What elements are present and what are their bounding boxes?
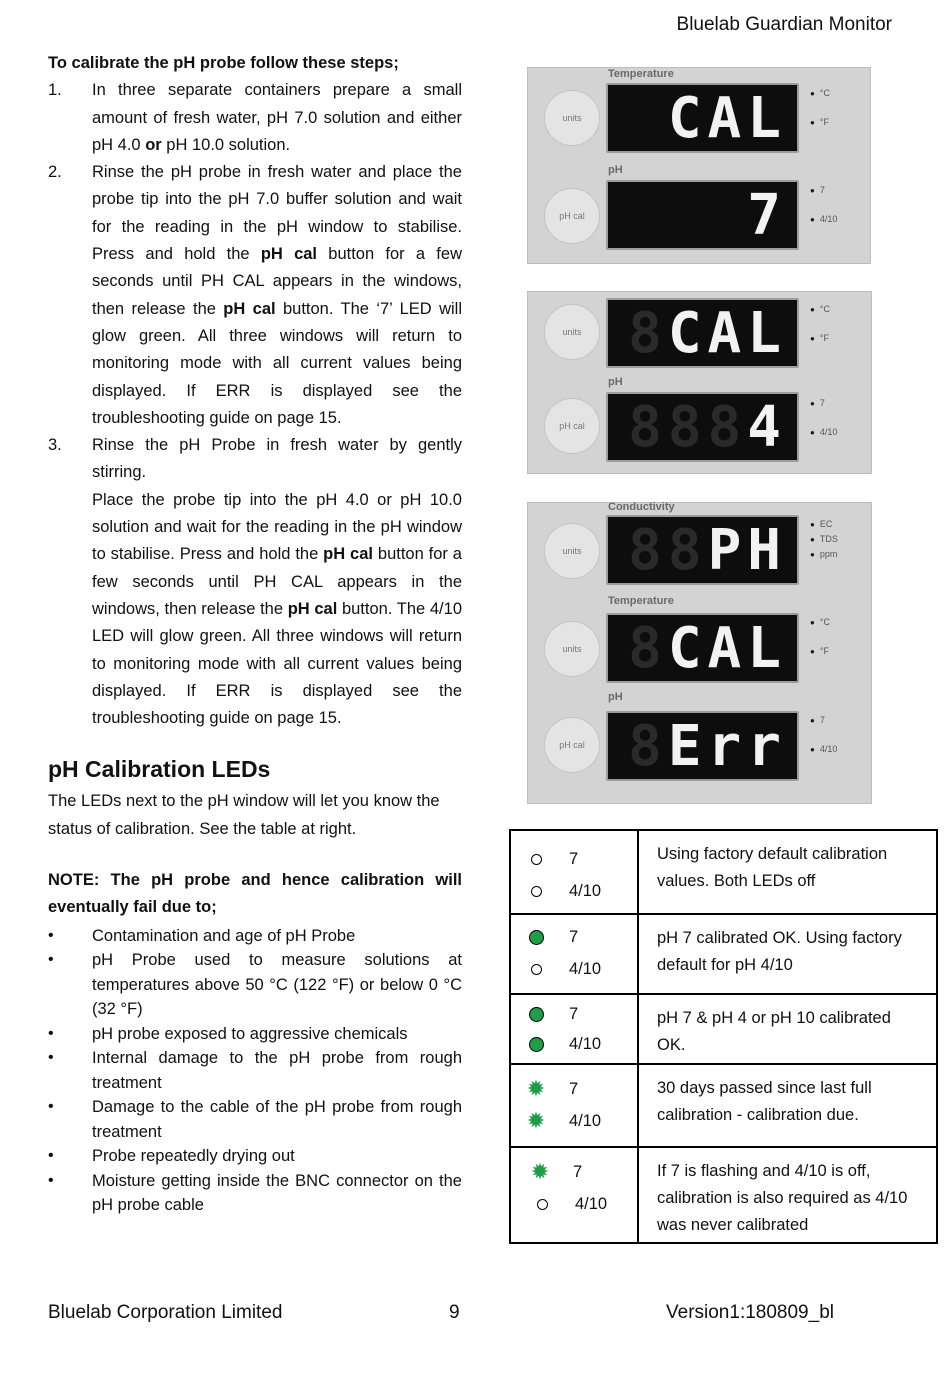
- step-text: button. The ‘7’ LED will glow green. All three windows will return to monitoring mode with all current values being displayed. If ERR is displayed see the troubleshooting guide on page 15.: [92, 299, 462, 427]
- unit-leds: [810, 302, 830, 346]
- ghost-digit: 88: [628, 517, 708, 583]
- ph-display: [606, 392, 799, 462]
- panel-label: pH: [608, 164, 623, 176]
- panel-label: Temperature: [608, 68, 674, 80]
- led-status-table: [509, 829, 938, 1244]
- step-number: 2.: [48, 163, 62, 182]
- list-item: • Damage to the cable of the pH probe from rough treatment: [48, 1095, 462, 1144]
- led-on-icon: [527, 1005, 545, 1023]
- unit-leds: [810, 615, 830, 659]
- unit-led: ● EC: [810, 519, 832, 529]
- failure-list: [48, 924, 462, 1218]
- led-description: If 7 is flashing and 4/10 is off, calibration is also required as 4/10 was never calibrated: [638, 1147, 937, 1243]
- led-flashing-icon: ✹: [530, 1159, 550, 1184]
- ghost-digit: 888: [628, 394, 748, 460]
- list-item: • Internal damage to the pH probe from rough treatment: [48, 1046, 462, 1095]
- display-value: 7: [747, 182, 787, 248]
- led-on-icon: [527, 928, 545, 946]
- led-indicator-7: [511, 843, 637, 875]
- cal-led: ● 4/10: [810, 744, 837, 754]
- step-2: [48, 159, 462, 432]
- step-text: button. The 4/10 LED will glow green. All three windows will return to monitoring mode with all current values being displayed. If ERR is displayed see the troubleshooting guide on page 15.: [92, 599, 462, 728]
- step-text: pH 10.0 solution.: [161, 135, 291, 154]
- header-title: Bluelab Guardian Monitor: [676, 14, 892, 35]
- step-bold: pH cal: [223, 299, 276, 318]
- step-text: button for a few seconds until PH CAL appears in the windows, then release the: [92, 545, 462, 618]
- ph-display: [606, 180, 799, 250]
- conductivity-display: [606, 515, 799, 585]
- led-cell: [510, 994, 638, 1064]
- unit-led: ● °C: [810, 304, 830, 314]
- led-cell: [510, 914, 638, 994]
- led-label: 7: [569, 927, 579, 946]
- led-indicator-4-10: [511, 1105, 637, 1137]
- led-off-icon: [527, 850, 545, 868]
- list-item: • Moisture getting inside the BNC connector on the pH probe cable: [48, 1169, 462, 1218]
- step-text: Rinse the pH Probe in fresh water by gently stirring.: [92, 436, 462, 482]
- led-indicator-7: [511, 921, 637, 953]
- steps-heading: To calibrate the pH probe follow these steps;: [48, 54, 399, 72]
- table-row: [510, 994, 937, 1064]
- list-item: • pH probe exposed to aggressive chemicals: [48, 1022, 462, 1047]
- led-cell: [510, 1147, 638, 1243]
- led-description: Using factory default calibration values. Both LEDs off: [638, 830, 937, 914]
- led-label: 7: [573, 1162, 583, 1181]
- led-label: 4/10: [575, 1194, 608, 1213]
- led-description: pH 7 & pH 4 or pH 10 calibrated OK.: [638, 994, 937, 1064]
- unit-led: ● ppm: [810, 549, 837, 559]
- step-text: Place the probe tip into the pH 4.0 or pH 10.0 solution and wait for the reading in the pH window to stabilise. Press and hold the: [92, 490, 462, 564]
- table-row: [510, 1064, 937, 1147]
- led-indicator-7: [511, 1073, 637, 1105]
- step-text: Rinse the pH probe in fresh water and place the probe tip into the pH 7.0 buffer solution and wait for the reading in the pH window to stabilise. Press and hold the: [92, 163, 462, 264]
- cal-leds: [810, 396, 837, 440]
- led-label: 4/10: [569, 881, 602, 900]
- unit-led: ● TDS: [810, 534, 838, 544]
- ph-cal-button: pH cal: [544, 398, 600, 454]
- footer-version: Version1:180809_bl: [666, 1302, 834, 1323]
- step-bold: or: [145, 135, 162, 154]
- note-text: NOTE: The pH probe and hence calibration will eventually fail due to;: [48, 871, 462, 917]
- display-value: CAL: [667, 615, 787, 681]
- meter-photo-ph-cal-err: [527, 502, 872, 804]
- units-button: units: [544, 90, 600, 146]
- ph-cal-button: pH cal: [544, 188, 600, 244]
- led-label: 4/10: [569, 1034, 602, 1053]
- led-description: 30 days passed since last full calibration - calibration due.: [638, 1064, 937, 1147]
- meter-photo-cal-4: [527, 291, 872, 474]
- temperature-display: [606, 613, 799, 683]
- display-value: 4: [747, 394, 787, 460]
- display-value: PH: [707, 517, 787, 583]
- step-1: [48, 77, 462, 159]
- led-label: 7: [569, 849, 579, 868]
- cal-led: ● 4/10: [810, 427, 837, 437]
- ghost-digit: 8: [628, 713, 668, 779]
- unit-led: ● °F: [810, 333, 829, 343]
- list-item: • Contamination and age of pH Probe: [48, 924, 462, 949]
- panel-label: Temperature: [608, 595, 674, 607]
- led-off-icon: [527, 960, 545, 978]
- step-number: 3.: [48, 436, 62, 455]
- table-row: [510, 914, 937, 994]
- units-button: units: [544, 523, 600, 579]
- led-indicator-4-10: [511, 953, 637, 985]
- step-3: [48, 432, 462, 732]
- led-indicator-7: [511, 999, 637, 1029]
- ghost-digit: 8: [628, 300, 668, 366]
- cal-leds: [810, 713, 837, 757]
- step-number: 1.: [48, 81, 62, 100]
- panel-label: pH: [608, 376, 623, 388]
- step-bold: pH cal: [287, 599, 338, 618]
- panel-label: pH: [608, 691, 623, 703]
- temperature-display: [606, 83, 799, 153]
- display-value: Err: [667, 713, 787, 779]
- led-label: 7: [569, 1004, 579, 1023]
- step-bold: pH cal: [260, 245, 318, 264]
- led-cell: [510, 1064, 638, 1147]
- led-indicator-4-10: [511, 875, 637, 907]
- ph-cal-button: pH cal: [544, 717, 600, 773]
- led-on-icon: [527, 1035, 545, 1053]
- cal-leds: [810, 183, 837, 227]
- table-row: [510, 830, 937, 914]
- unit-led: ● °C: [810, 88, 830, 98]
- step-bold: pH cal: [323, 545, 373, 564]
- step-text: button for a few seconds until PH CAL appears in the windows, then release the: [92, 245, 462, 318]
- display-value: CAL: [667, 85, 787, 151]
- temperature-display: [606, 298, 799, 368]
- cal-led: ● 7: [810, 398, 825, 408]
- footer-page-number: 9: [449, 1302, 460, 1323]
- panel-label: Conductivity: [608, 501, 675, 513]
- unit-leds: [810, 86, 830, 130]
- section-title: pH Calibration LEDs: [48, 756, 271, 783]
- led-label: 7: [569, 1079, 579, 1098]
- cal-led: ● 7: [810, 185, 825, 195]
- led-flashing-icon: ✹: [526, 1076, 546, 1101]
- led-indicator-4-10: [511, 1029, 637, 1059]
- ghost-digit: 8: [628, 615, 668, 681]
- led-cell: [510, 830, 638, 914]
- list-item: • pH Probe used to measure solutions at temperatures above 50 °C (122 °F) or below 0 °C (32 °F): [48, 948, 462, 1022]
- ph-display: [606, 711, 799, 781]
- led-off-icon: [527, 882, 545, 900]
- led-indicator-7: [511, 1156, 637, 1188]
- section-intro: The LEDs next to the pH window will let you know the status of calibration. See the table at right.: [48, 792, 440, 838]
- units-button: units: [544, 621, 600, 677]
- list-item: • Probe repeatedly drying out: [48, 1144, 462, 1169]
- display-value: CAL: [667, 300, 787, 366]
- led-label: 4/10: [569, 959, 602, 978]
- unit-led: ● °F: [810, 646, 829, 656]
- units-button: units: [544, 304, 600, 360]
- led-description: pH 7 calibrated OK. Using factory default for pH 4/10: [638, 914, 937, 994]
- cal-led: ● 4/10: [810, 214, 837, 224]
- table-row: [510, 1147, 937, 1243]
- unit-led: ● °C: [810, 617, 830, 627]
- left-column: [48, 50, 462, 1218]
- led-indicator-4-10: [511, 1188, 637, 1220]
- step-text: In three separate containers prepare a small amount of fresh water, pH 7.0 solution and either pH 4.0: [92, 81, 462, 154]
- led-label: 4/10: [569, 1111, 602, 1130]
- unit-led: ● °F: [810, 117, 829, 127]
- unit-leds: [810, 517, 838, 562]
- footer-company: Bluelab Corporation Limited: [48, 1302, 283, 1323]
- meter-photo-cal-7: [527, 67, 871, 264]
- led-off-icon: [533, 1195, 551, 1213]
- cal-led: ● 7: [810, 715, 825, 725]
- led-flashing-icon: ✹: [526, 1108, 546, 1133]
